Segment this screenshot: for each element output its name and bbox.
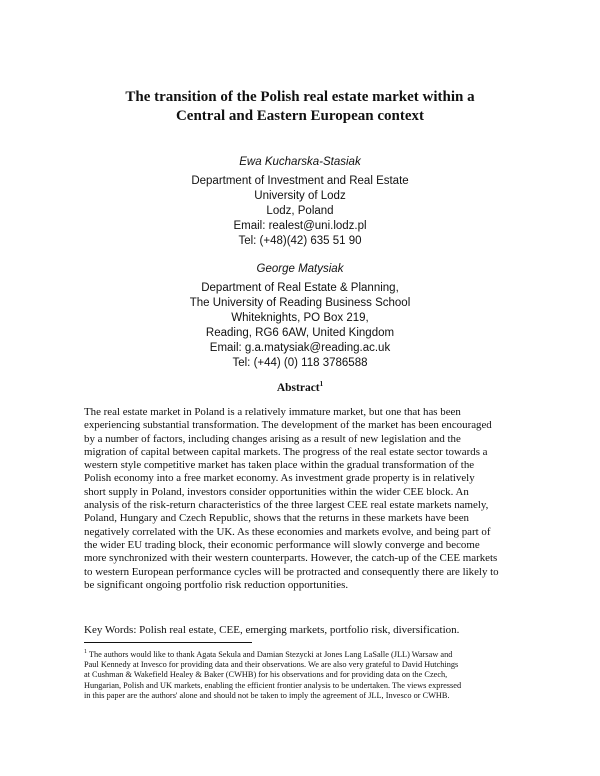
title-line-1: The transition of the Polish real estate market within a [125, 89, 475, 105]
author-email: Email: realest@uni.lodz.pl [233, 220, 367, 232]
paper-title [0, 88, 600, 126]
abstract-line: the wider EU trading block, their economic performance will slowly converge and become [84, 538, 480, 551]
author-block-1 [0, 155, 600, 249]
abstract-line: migration of capital between capital markets. The progress of the real estate sector towards a [84, 445, 488, 458]
abstract-line: western style competitive market has taken place within the gradual transformation of the [84, 459, 475, 472]
author-affiliation-line: Department of Real Estate & Planning, [201, 282, 399, 294]
abstract-line: analysis of the risk-return characteristics of the three largest CEE real estate markets namely, [84, 499, 489, 512]
abstract-heading-text: Abstract [276, 381, 320, 394]
author-block-2 [0, 262, 600, 371]
footnote-line: at Cushman & Wakefield Healey & Baker (CWHB) for his observations and for providing data on the Czech, [84, 670, 448, 680]
abstract-line: Poland, Hungary and Czech Republic, shows that the returns in these markets have been [84, 512, 470, 525]
abstract-line: by a number of factors, including changes arising as a result of new legislation and the [84, 432, 461, 445]
title-line-2: Central and Eastern European context [175, 108, 425, 124]
footnote-line: Hungarian, Polish and UK markets, enabling the efficient frontier analysis to be undertaken. The views expressed [84, 680, 462, 690]
footnote [84, 647, 524, 701]
abstract-line: experiencing substantial transformation. The development of the market has been encouraged [84, 419, 492, 432]
author-name: George Matysiak [256, 263, 344, 275]
author-affiliation-line: Whiteknights, PO Box 219, [231, 312, 369, 324]
keywords: Key Words: Polish real estate, CEE, emerging markets, portfolio risk, diversification. [84, 624, 460, 636]
abstract-line: to western European performance cycles will be protracted and consequently there are likely to [84, 565, 499, 578]
abstract-line: more synchronized with their western counterparts. However, the catch-up of the CEE markets [84, 552, 498, 565]
author-affiliation-line: Department of Investment and Real Estate [191, 175, 409, 187]
footnote-number: 1 [84, 649, 87, 655]
author-email: Email: g.a.matysiak@reading.ac.uk [209, 342, 391, 354]
author-affiliation-line: The University of Reading Business School [189, 297, 411, 309]
footnote-line [84, 647, 524, 660]
abstract-body [84, 406, 516, 592]
author-affiliation-line: Lodz, Poland [266, 205, 334, 217]
abstract-line: Polish economy into a free market economy. As investment grade property is in relatively [84, 472, 475, 485]
author-affiliation-line: Reading, RG6 6AW, United Kingdom [205, 327, 395, 339]
footnote-text: The authors would like to thank Agata Sekula and Damian Stezycki at Jones Lang LaSalle (JLL) Warsaw and [87, 649, 453, 659]
footnote-line: Paul Kennedy at Invesco for providing data and their observations. We are also very grateful to David Hutchings [84, 660, 459, 670]
footnote-marker: 1 [319, 380, 324, 388]
abstract-line: negatively correlated with the UK. As these economies and markets evolve, and being part of [84, 525, 491, 538]
footnote-line: in this paper are the authors' alone and should not be taken to imply the agreement of JLL, Invesco or CWHB. [84, 690, 450, 700]
author-phone: Tel: (+44) (0) 118 3786588 [232, 357, 368, 369]
author-affiliation-line: University of Lodz [254, 190, 346, 202]
abstract-line: The real estate market in Poland is a relatively immature market, but one that has been [84, 406, 461, 418]
abstract-heading [0, 380, 600, 394]
footnote-divider [84, 642, 252, 643]
author-phone: Tel: (+48)(42) 635 51 90 [238, 235, 362, 247]
abstract-line: short supply in Poland, investors consider opportunities within the wider CEE block. An [84, 485, 469, 498]
author-name: Ewa Kucharska-Stasiak [239, 156, 361, 168]
abstract-line: be significant ongoing portfolio risk reduction opportunities. [84, 578, 349, 591]
